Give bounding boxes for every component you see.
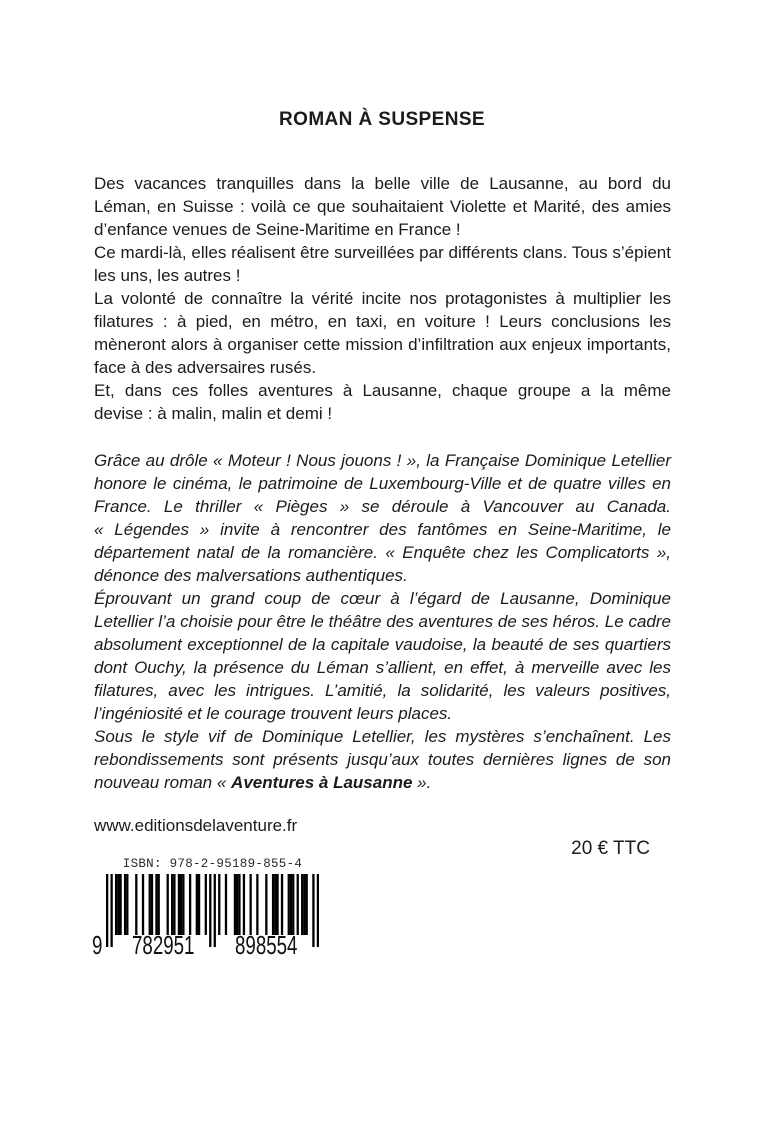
barcode [92, 856, 334, 964]
author-note-closing-prefix: Sous le style vif de Dominique Letellier, les mystères s’enchaînent. Les rebondissements sont présents jusqu’aux toutes dernières lignes de son nouveau roman « [94, 727, 671, 792]
author-note-paragraph: Grâce au drôle « Moteur ! Nous jouons ! », la Française Dominique Letellier honore le cinéma, le patrimoine de Luxembourg-Ville et de quatre villes en France. Le thriller « Pièges » se déroule à Vancouver au Canada. « Légendes » invite à rencontrer des fantômes en Seine-Maritime, le département natal de la romancière. « Enquête chez les Complicatorts », dénonce des malversations authentiques. [94, 451, 671, 585]
publisher-website-url: www.editionsdelaventure.fr [94, 816, 298, 835]
ean-left-digits: 782951 [132, 930, 195, 960]
synopsis-section [94, 172, 671, 425]
author-note-section [94, 449, 671, 794]
author-note-paragraph [94, 725, 671, 794]
genre-heading: ROMAN À SUSPENSE [279, 108, 485, 130]
author-note-paragraph: Éprouvant un grand coup de cœur à l’égard de Lausanne, Dominique Letellier l’a choisie pour être le théâtre des aventures de ses héros. Le cadre absolument exceptionnel de la capitale vaudoise, la beauté de ses quartiers dont Ouchy, la présence du Léman s’allient, en effet, à merveille avec les filatures, avec les intrigues. L’amitié, la solidarité, les valeurs positives, l’ingéniosité et le courage trouvent leurs places. [94, 589, 671, 723]
ean-first-digit: 9 [92, 930, 103, 960]
isbn-label: ISBN: 978-2-95189-855-4 [122, 857, 303, 871]
book-title: Aventures à Lausanne [231, 773, 413, 792]
synopsis-paragraph: Des vacances tranquilles dans la belle ville de Lausanne, au bord du Léman, en Suisse : voilà ce que souhaitaient Violette et Marité, des amies d’enfance venues de Seine-Maritime en France ! [94, 174, 671, 239]
ean-right-digits: 898554 [235, 930, 298, 960]
synopsis-paragraph: Ce mardi-là, elles réalisent être surveillées par différents clans. Tous s’épient les uns, les autres ! [94, 243, 671, 285]
price-label: 20 € TTC [571, 838, 650, 859]
author-note-closing-suffix: ». [412, 773, 432, 792]
synopsis-paragraph: Et, dans ces folles aventures à Lausanne, chaque groupe a la même devise : à malin, malin et demi ! [94, 381, 671, 423]
synopsis-paragraph: La volonté de connaître la vérité incite nos protagonistes à multiplier les filatures : à pied, en métro, en taxi, en voiture ! Leurs conclusions les mèneront alors à organiser cette mission d’infiltration aux enjeux importants, face à des adversaires rusés. [94, 289, 671, 377]
